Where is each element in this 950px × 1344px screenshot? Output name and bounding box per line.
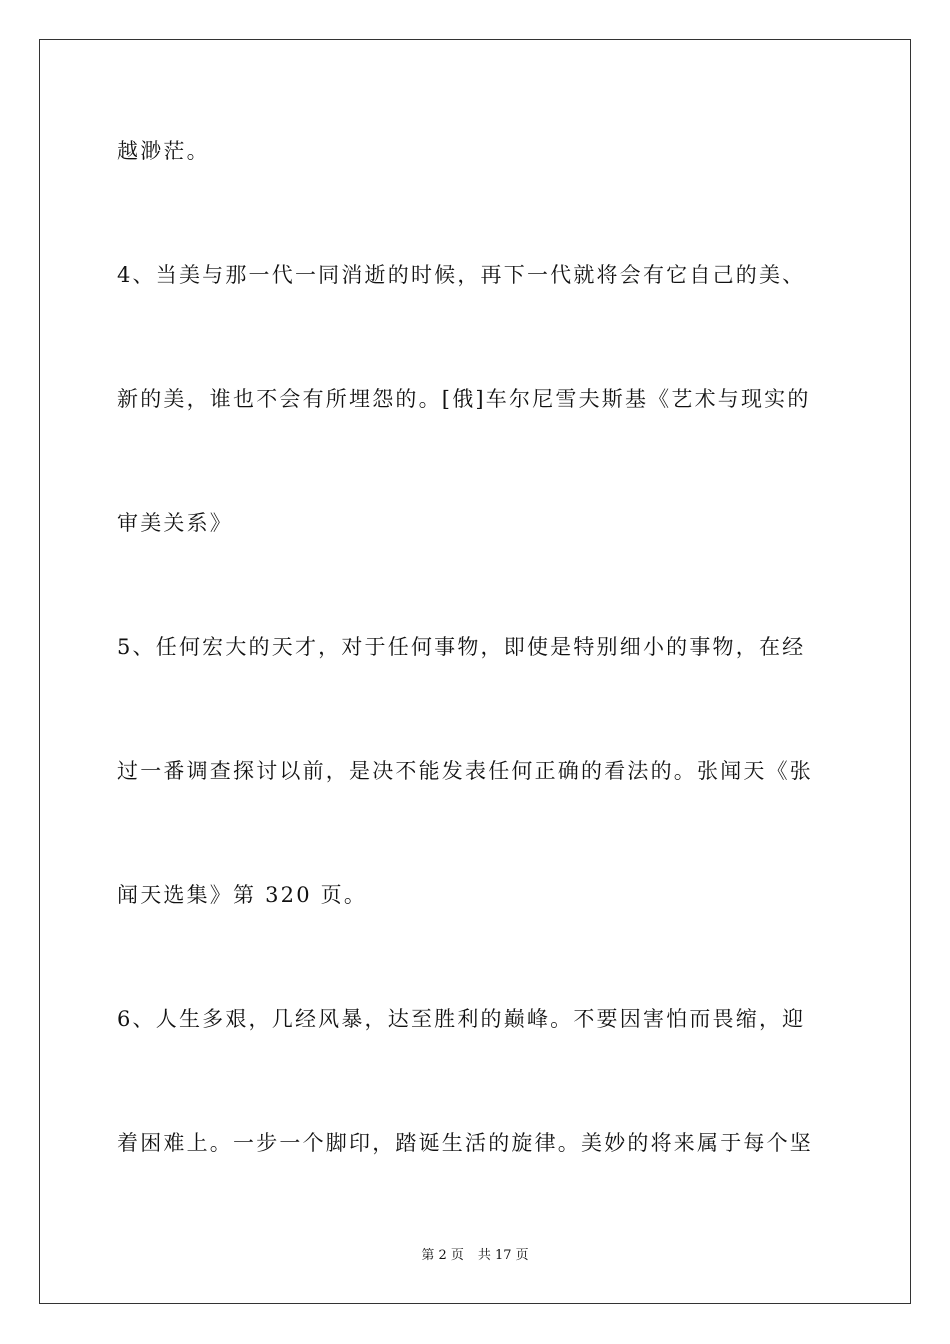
- text-line: 过一番调查探讨以前，是决不能发表任何正确的看法的。张闻天《张: [117, 759, 813, 783]
- text-line: 6、人生多艰，几经风暴，达至胜利的巅峰。不要因害怕而畏缩，迎: [117, 1007, 806, 1031]
- text-line: 闻天选集》第 320 页。: [117, 883, 368, 907]
- text-line: 新的美，谁也不会有所埋怨的。[俄]车尔尼雪夫斯基《艺术与现实的: [117, 387, 811, 411]
- page-footer: [0, 1247, 950, 1265]
- text-line: 着困难上。一步一个脚印，踏诞生活的旋律。美妙的将来属于每个坚: [117, 1131, 813, 1155]
- text-line: 审美关系》: [117, 511, 233, 535]
- text-line: 越渺茫。: [117, 139, 210, 163]
- page-total: 共 17 页: [477, 1248, 529, 1263]
- text-line: 5、任何宏大的天才，对于任何事物，即使是特别细小的事物，在经: [117, 635, 806, 659]
- page-border: [39, 39, 911, 1304]
- text-line: 4、当美与那一代一同消逝的时候，再下一代就将会有它自己的美、: [117, 263, 806, 287]
- page-number: 第 2 页: [421, 1248, 464, 1263]
